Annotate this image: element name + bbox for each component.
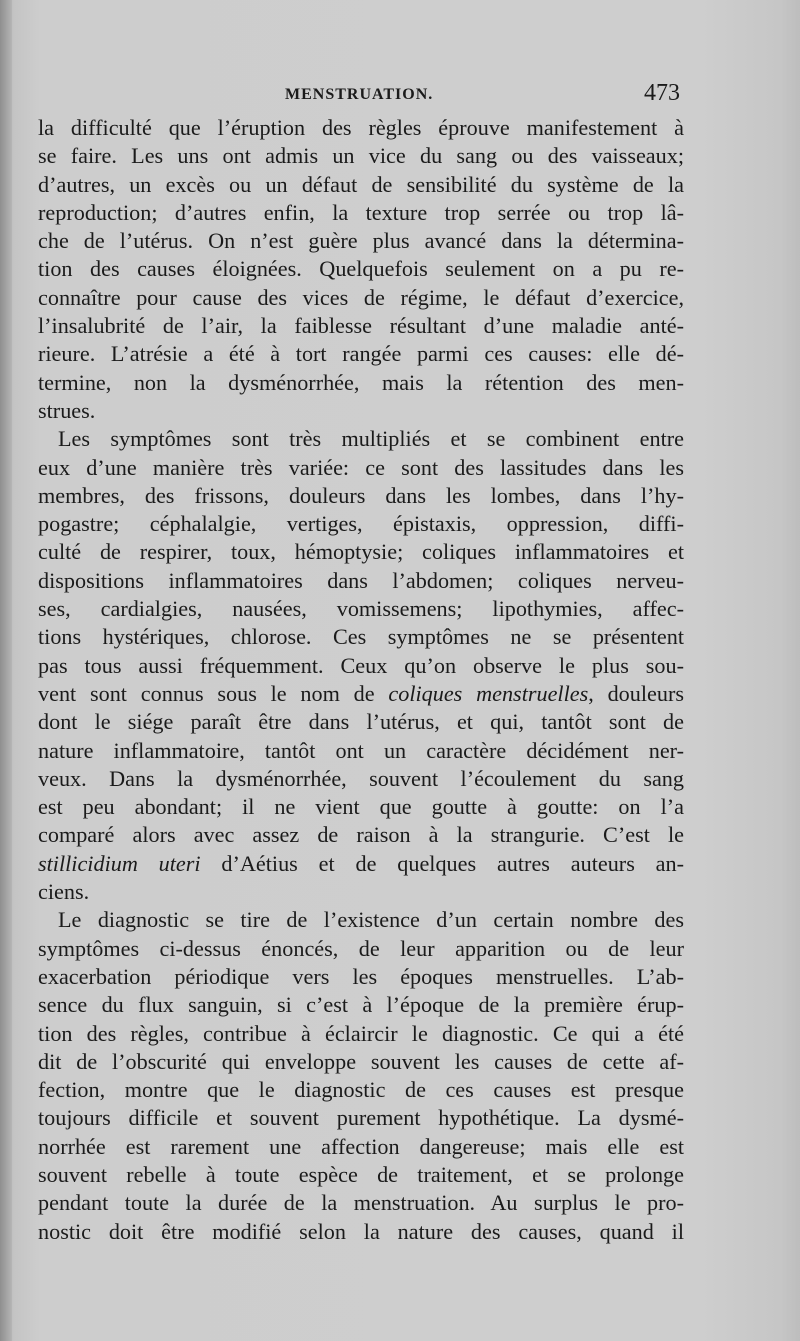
text-line: comparé alors avec assez de raison à la strangurie. C’est le <box>38 822 684 848</box>
text-line: toujours difficile et souvent purement hypothétique. La dysmé- <box>38 1105 684 1131</box>
text-line: souvent rebelle à toute espèce de traitement, et se prolonge <box>38 1161 684 1187</box>
text-line: culté de respirer, toux, hémoptysie; coliques inflammatoires et <box>38 539 684 565</box>
text-line <box>38 850 684 878</box>
text-line: dit de l’obscurité qui enveloppe souvent les causes de cette af- <box>38 1048 684 1074</box>
text-line: ses, cardialgies, nausées, vomissemens; lipothymies, affec- <box>38 596 684 622</box>
text-line: nostic doit être modifié selon la nature des causes, quand il <box>38 1218 684 1244</box>
text-line: se faire. Les uns ont admis un vice du sang ou des vaisseaux; <box>38 143 684 169</box>
running-title: MENSTRUATION. <box>285 86 434 103</box>
page-header <box>38 80 684 110</box>
text-line: pendant toute la durée de la menstruation. Au surplus le pro- <box>38 1190 684 1216</box>
page-number: 473 <box>644 80 680 106</box>
text-line: veux. Dans la dysménorrhée, souvent l’écoulement du sang <box>38 765 684 791</box>
text-line: strues. <box>38 397 96 423</box>
text-line: la difficulté que l’éruption des règles éprouve manifestement à <box>38 115 684 140</box>
text-line: ciens. <box>38 879 90 905</box>
text-line: pogastre; céphalalgie, vertiges, épistaxis, oppression, diffi- <box>38 511 684 537</box>
text-line: symptômes ci-dessus énoncés, de leur apparition ou de leur <box>38 935 684 961</box>
text-line: l’insalubrité de l’air, la faiblesse résultant d’une maladie anté- <box>38 313 684 339</box>
text-line: pas tous aussi fréquemment. Ceux qu’on observe le plus sou- <box>38 652 684 678</box>
text-line: norrhée est rarement une affection dangereuse; mais elle est <box>38 1133 684 1159</box>
text-line: d’autres, un excès ou un défaut de sensibilité du système de la <box>38 171 684 197</box>
text-line: tion des règles, contribue à éclaircir le diagnostic. Ce qui a été <box>38 1020 684 1046</box>
text-line: tion des causes éloignées. Quelquefois seulement on a pu re- <box>38 256 684 282</box>
text-line: fection, montre que le diagnostic de ces causes est presque <box>38 1077 684 1103</box>
text-line: connaître pour cause des vices de régime, le défaut d’exercice, <box>38 284 684 310</box>
text-line: nature inflammatoire, tantôt ont un caractère décidément ner- <box>38 737 684 763</box>
body-text <box>38 114 684 1246</box>
text-line-end: , douleurs <box>588 680 684 706</box>
text-line: Les symptômes sont très multipliés et se combinent entre <box>58 426 684 452</box>
text-line: eux d’une manière très variée: ce sont des lassitudes dans les <box>38 454 684 480</box>
text-line: Le diagnostic se tire de l’existence d’un certain nombre des <box>58 907 684 933</box>
text-line: tions hystériques, chlorose. Ces symptômes ne se présentent <box>38 624 684 650</box>
italic-term: stillicidium uteri <box>38 850 201 876</box>
text-line: dont le siége paraît être dans l’utérus, et qui, tantôt sont de <box>38 709 684 735</box>
text-line: sence du flux sanguin, si c’est à l’époque de la première érup- <box>38 992 684 1018</box>
text-line-end: d’Aétius et de quelques autres auteurs an- <box>200 850 684 876</box>
text-line: exacerbation périodique vers les époques menstruelles. L’ab- <box>38 963 684 989</box>
text-line: est peu abondant; il ne vient que goutte à goutte: on l’a <box>38 794 684 820</box>
page-gutter <box>0 0 12 1341</box>
text-line: termine, non la dysménorrhée, mais la rétention des men- <box>38 369 684 395</box>
italic-term: coliques menstruelles <box>388 680 589 706</box>
text-line: rieure. L’atrésie a été à tort rangée parmi ces causes: elle dé- <box>38 341 684 367</box>
text-line-start: vent sont connus sous le nom de <box>38 680 389 706</box>
text-line: dispositions inflammatoires dans l’abdomen; coliques nerveu- <box>38 567 684 593</box>
text-line: che de l’utérus. On n’est guère plus avancé dans la détermina- <box>38 228 684 254</box>
text-line: reproduction; d’autres enfin, la texture trop serrée ou trop lâ- <box>38 199 684 225</box>
text-line: membres, des frissons, douleurs dans les lombes, dans l’hy- <box>38 482 684 508</box>
text-line <box>38 680 684 708</box>
